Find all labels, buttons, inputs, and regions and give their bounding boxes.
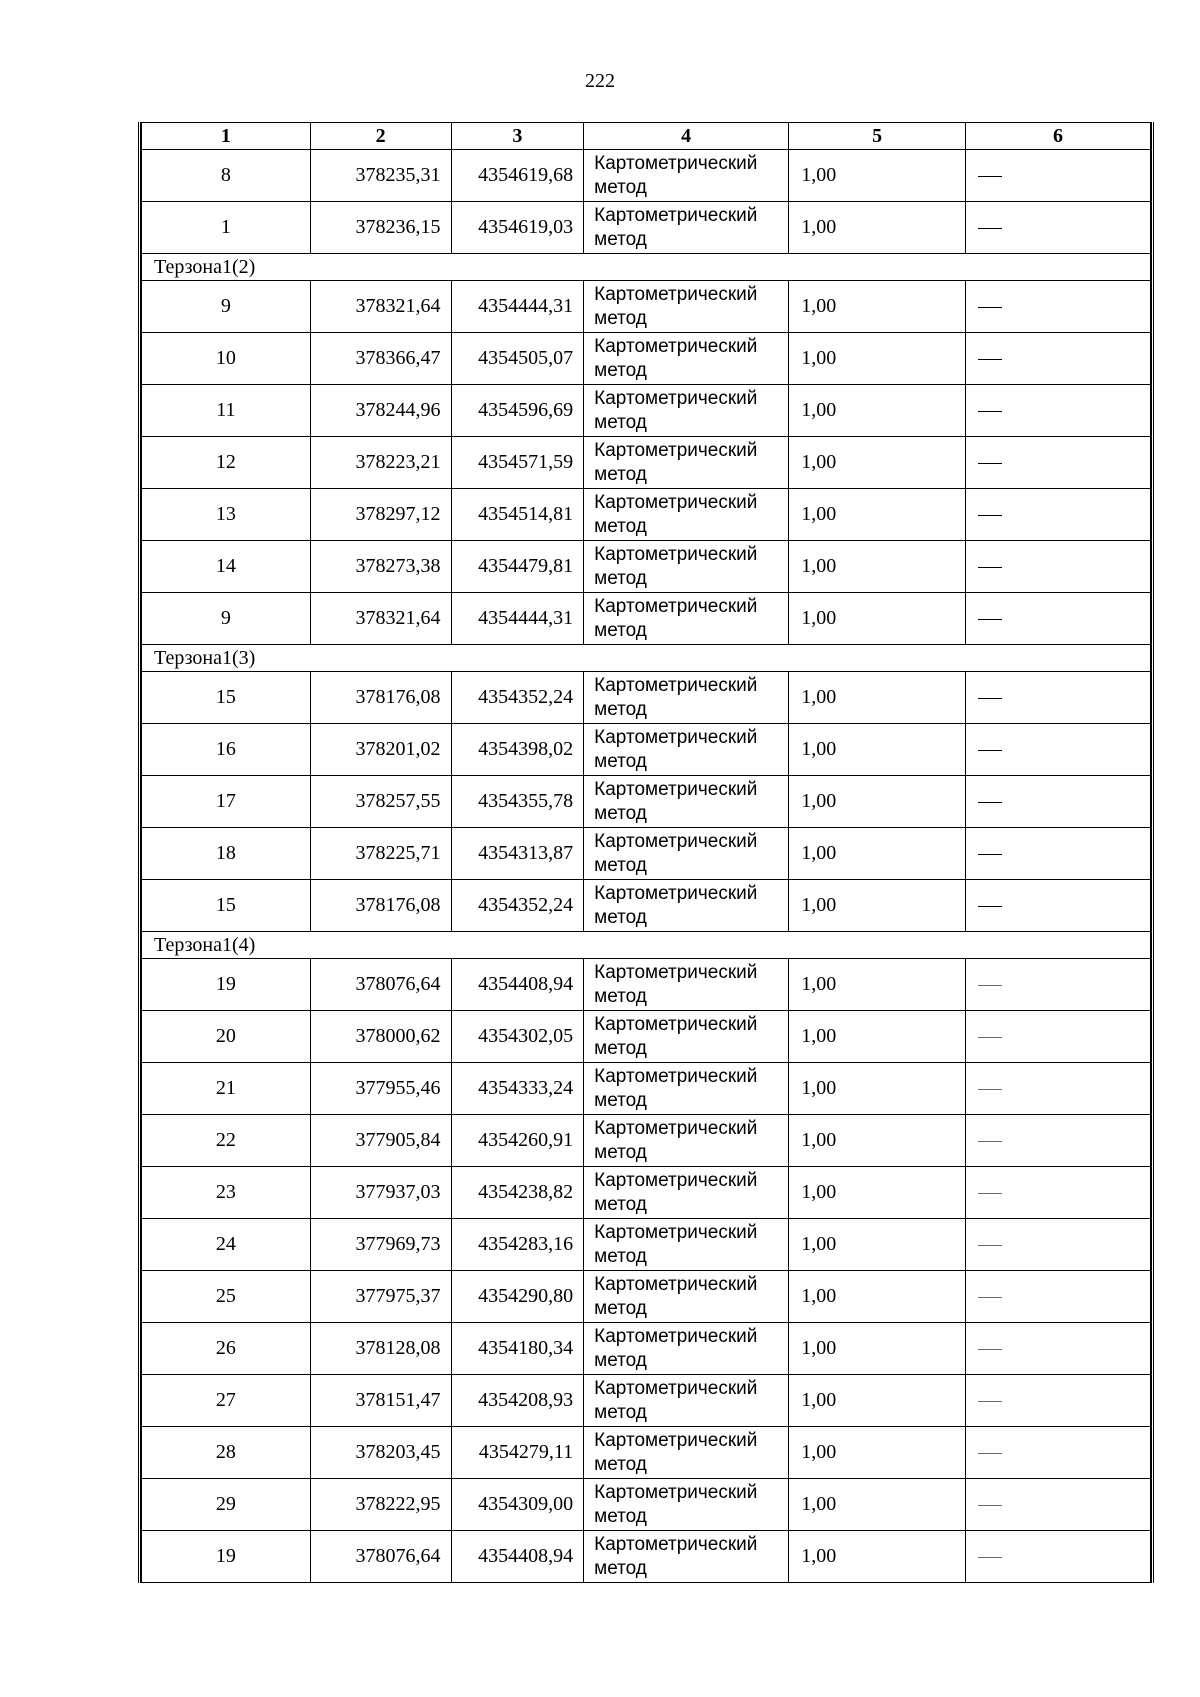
accuracy-cell: 1,00 xyxy=(789,1427,966,1479)
accuracy-cell: 1,00 xyxy=(789,1323,966,1375)
method-line-2: метод xyxy=(594,411,647,433)
zone-label: Терзона1(2) xyxy=(142,254,1151,281)
point-number-cell: 16 xyxy=(142,724,311,776)
method-line-2: метод xyxy=(594,1505,647,1527)
point-number-cell: 27 xyxy=(142,1375,311,1427)
table-row xyxy=(142,672,1151,724)
group-header-row xyxy=(142,254,1151,281)
accuracy-cell: 1,00 xyxy=(789,150,966,202)
accuracy-cell: 1,00 xyxy=(789,1115,966,1167)
method-line-2: метод xyxy=(594,1245,647,1267)
em-dash-icon xyxy=(978,1349,1002,1350)
header-col-4: 4 xyxy=(584,123,789,150)
group-header-row xyxy=(142,932,1151,959)
coordinates-table-container xyxy=(138,122,1154,1583)
table-row xyxy=(142,1063,1151,1115)
description-cell xyxy=(966,150,1151,202)
em-dash-icon xyxy=(978,854,1002,855)
description-cell xyxy=(966,1063,1151,1115)
x-coordinate-cell: 377937,03 xyxy=(310,1167,451,1219)
point-number-cell: 10 xyxy=(142,333,311,385)
method-cell xyxy=(584,1115,789,1167)
x-coordinate-cell: 378244,96 xyxy=(310,385,451,437)
y-coordinate-cell: 4354408,94 xyxy=(451,1531,584,1583)
em-dash-icon xyxy=(978,1557,1002,1558)
em-dash-icon xyxy=(978,411,1002,412)
method-line-1: Картометрический xyxy=(594,595,758,617)
table-row xyxy=(142,1479,1151,1531)
x-coordinate-cell: 378321,64 xyxy=(310,593,451,645)
description-cell xyxy=(966,385,1151,437)
method-line-1: Картометрический xyxy=(594,830,758,852)
x-coordinate-cell: 378257,55 xyxy=(310,776,451,828)
method-line-1: Картометрический xyxy=(594,882,758,904)
accuracy-cell: 1,00 xyxy=(789,541,966,593)
accuracy-cell: 1,00 xyxy=(789,202,966,254)
y-coordinate-cell: 4354283,16 xyxy=(451,1219,584,1271)
description-cell xyxy=(966,489,1151,541)
zone-label: Терзона1(4) xyxy=(142,932,1151,959)
method-cell xyxy=(584,828,789,880)
method-line-1: Картометрический xyxy=(594,152,758,174)
em-dash-icon xyxy=(978,1401,1002,1402)
table-row xyxy=(142,593,1151,645)
method-cell xyxy=(584,1167,789,1219)
point-number-cell: 11 xyxy=(142,385,311,437)
y-coordinate-cell: 4354180,34 xyxy=(451,1323,584,1375)
method-line-1: Картометрический xyxy=(594,1481,758,1503)
point-number-cell: 9 xyxy=(142,281,311,333)
table-header xyxy=(142,123,1151,150)
description-cell xyxy=(966,333,1151,385)
table-row xyxy=(142,1271,1151,1323)
accuracy-cell: 1,00 xyxy=(789,1011,966,1063)
point-number-cell: 17 xyxy=(142,776,311,828)
method-line-1: Картометрический xyxy=(594,674,758,696)
x-coordinate-cell: 378076,64 xyxy=(310,1531,451,1583)
method-cell xyxy=(584,1219,789,1271)
y-coordinate-cell: 4354309,00 xyxy=(451,1479,584,1531)
method-cell xyxy=(584,776,789,828)
method-cell xyxy=(584,1063,789,1115)
method-line-2: метод xyxy=(594,567,647,589)
method-line-1: Картометрический xyxy=(594,204,758,226)
point-number-cell: 21 xyxy=(142,1063,311,1115)
coordinates-table xyxy=(141,122,1151,1583)
table-row xyxy=(142,385,1151,437)
method-line-1: Картометрический xyxy=(594,1273,758,1295)
point-number-cell: 23 xyxy=(142,1167,311,1219)
description-cell xyxy=(966,1479,1151,1531)
description-cell xyxy=(966,776,1151,828)
method-line-1: Картометрический xyxy=(594,543,758,565)
description-cell xyxy=(966,1011,1151,1063)
method-line-2: метод xyxy=(594,1453,647,1475)
point-number-cell: 20 xyxy=(142,1011,311,1063)
point-number-cell: 14 xyxy=(142,541,311,593)
header-col-5: 5 xyxy=(789,123,966,150)
x-coordinate-cell: 378321,64 xyxy=(310,281,451,333)
description-cell xyxy=(966,437,1151,489)
method-cell xyxy=(584,1427,789,1479)
method-line-2: метод xyxy=(594,619,647,641)
y-coordinate-cell: 4354260,91 xyxy=(451,1115,584,1167)
method-line-2: метод xyxy=(594,1141,647,1163)
method-line-1: Картометрический xyxy=(594,491,758,513)
method-line-1: Картометрический xyxy=(594,439,758,461)
method-line-2: метод xyxy=(594,1557,647,1579)
x-coordinate-cell: 378000,62 xyxy=(310,1011,451,1063)
em-dash-icon xyxy=(978,463,1002,464)
x-coordinate-cell: 378176,08 xyxy=(310,880,451,932)
header-col-1: 1 xyxy=(142,123,311,150)
table-row xyxy=(142,1011,1151,1063)
em-dash-icon xyxy=(978,1505,1002,1506)
table-row xyxy=(142,1167,1151,1219)
method-line-2: метод xyxy=(594,359,647,381)
table-row xyxy=(142,1219,1151,1271)
point-number-cell: 15 xyxy=(142,880,311,932)
description-cell xyxy=(966,593,1151,645)
description-cell xyxy=(966,880,1151,932)
method-line-2: метод xyxy=(594,463,647,485)
method-cell xyxy=(584,672,789,724)
table-row xyxy=(142,776,1151,828)
x-coordinate-cell: 378203,45 xyxy=(310,1427,451,1479)
accuracy-cell: 1,00 xyxy=(789,333,966,385)
header-col-6: 6 xyxy=(966,123,1151,150)
y-coordinate-cell: 4354279,11 xyxy=(451,1427,584,1479)
y-coordinate-cell: 4354352,24 xyxy=(451,880,584,932)
point-number-cell: 12 xyxy=(142,437,311,489)
method-line-1: Картометрический xyxy=(594,283,758,305)
point-number-cell: 26 xyxy=(142,1323,311,1375)
method-line-1: Картометрический xyxy=(594,1377,758,1399)
table-row xyxy=(142,828,1151,880)
point-number-cell: 19 xyxy=(142,1531,311,1583)
table-row xyxy=(142,333,1151,385)
method-cell xyxy=(584,333,789,385)
method-line-2: метод xyxy=(594,1089,647,1111)
description-cell xyxy=(966,672,1151,724)
accuracy-cell: 1,00 xyxy=(789,385,966,437)
method-cell xyxy=(584,1479,789,1531)
description-cell xyxy=(966,1427,1151,1479)
method-line-2: метод xyxy=(594,1037,647,1059)
x-coordinate-cell: 377955,46 xyxy=(310,1063,451,1115)
em-dash-icon xyxy=(978,1297,1002,1298)
description-cell xyxy=(966,1271,1151,1323)
y-coordinate-cell: 4354619,03 xyxy=(451,202,584,254)
header-col-3: 3 xyxy=(451,123,584,150)
method-line-2: метод xyxy=(594,854,647,876)
accuracy-cell: 1,00 xyxy=(789,1479,966,1531)
em-dash-icon xyxy=(978,515,1002,516)
x-coordinate-cell: 378273,38 xyxy=(310,541,451,593)
method-line-1: Картометрический xyxy=(594,1117,758,1139)
accuracy-cell: 1,00 xyxy=(789,1219,966,1271)
y-coordinate-cell: 4354596,69 xyxy=(451,385,584,437)
description-cell xyxy=(966,1375,1151,1427)
x-coordinate-cell: 377905,84 xyxy=(310,1115,451,1167)
em-dash-icon xyxy=(978,1037,1002,1038)
table-row xyxy=(142,150,1151,202)
accuracy-cell: 1,00 xyxy=(789,1167,966,1219)
method-line-1: Картометрический xyxy=(594,1065,758,1087)
group-header-row xyxy=(142,645,1151,672)
x-coordinate-cell: 378223,21 xyxy=(310,437,451,489)
method-line-1: Картометрический xyxy=(594,1169,758,1191)
y-coordinate-cell: 4354444,31 xyxy=(451,593,584,645)
point-number-cell: 1 xyxy=(142,202,311,254)
method-line-2: метод xyxy=(594,750,647,772)
x-coordinate-cell: 378222,95 xyxy=(310,1479,451,1531)
point-number-cell: 29 xyxy=(142,1479,311,1531)
table-row xyxy=(142,1427,1151,1479)
em-dash-icon xyxy=(978,1453,1002,1454)
method-cell xyxy=(584,541,789,593)
method-line-2: метод xyxy=(594,176,647,198)
method-line-1: Картометрический xyxy=(594,1013,758,1035)
method-cell xyxy=(584,880,789,932)
point-number-cell: 18 xyxy=(142,828,311,880)
x-coordinate-cell: 378297,12 xyxy=(310,489,451,541)
em-dash-icon xyxy=(978,619,1002,620)
method-cell xyxy=(584,385,789,437)
accuracy-cell: 1,00 xyxy=(789,1375,966,1427)
method-line-2: метод xyxy=(594,228,647,250)
method-cell xyxy=(584,724,789,776)
accuracy-cell: 1,00 xyxy=(789,880,966,932)
accuracy-cell: 1,00 xyxy=(789,1271,966,1323)
table-row xyxy=(142,437,1151,489)
description-cell xyxy=(966,1323,1151,1375)
point-number-cell: 28 xyxy=(142,1427,311,1479)
accuracy-cell: 1,00 xyxy=(789,1531,966,1583)
method-line-1: Картометрический xyxy=(594,387,758,409)
y-coordinate-cell: 4354479,81 xyxy=(451,541,584,593)
method-line-2: метод xyxy=(594,1349,647,1371)
method-line-1: Картометрический xyxy=(594,335,758,357)
method-line-2: метод xyxy=(594,1297,647,1319)
method-line-2: метод xyxy=(594,1401,647,1423)
point-number-cell: 25 xyxy=(142,1271,311,1323)
y-coordinate-cell: 4354208,93 xyxy=(451,1375,584,1427)
y-coordinate-cell: 4354333,24 xyxy=(451,1063,584,1115)
method-line-1: Картометрический xyxy=(594,726,758,748)
x-coordinate-cell: 378151,47 xyxy=(310,1375,451,1427)
accuracy-cell: 1,00 xyxy=(789,437,966,489)
em-dash-icon xyxy=(978,176,1002,177)
em-dash-icon xyxy=(978,228,1002,229)
method-cell xyxy=(584,593,789,645)
accuracy-cell: 1,00 xyxy=(789,281,966,333)
accuracy-cell: 1,00 xyxy=(789,776,966,828)
description-cell xyxy=(966,1219,1151,1271)
description-cell xyxy=(966,1167,1151,1219)
accuracy-cell: 1,00 xyxy=(789,672,966,724)
x-coordinate-cell: 378235,31 xyxy=(310,150,451,202)
x-coordinate-cell: 378076,64 xyxy=(310,959,451,1011)
em-dash-icon xyxy=(978,802,1002,803)
em-dash-icon xyxy=(978,985,1002,986)
method-cell xyxy=(584,1531,789,1583)
method-line-2: метод xyxy=(594,802,647,824)
y-coordinate-cell: 4354408,94 xyxy=(451,959,584,1011)
table-row xyxy=(142,281,1151,333)
table-row xyxy=(142,880,1151,932)
method-line-1: Картометрический xyxy=(594,961,758,983)
table-row xyxy=(142,724,1151,776)
zone-label: Терзона1(3) xyxy=(142,645,1151,672)
y-coordinate-cell: 4354444,31 xyxy=(451,281,584,333)
accuracy-cell: 1,00 xyxy=(789,724,966,776)
description-cell xyxy=(966,724,1151,776)
accuracy-cell: 1,00 xyxy=(789,828,966,880)
method-cell xyxy=(584,1323,789,1375)
y-coordinate-cell: 4354505,07 xyxy=(451,333,584,385)
table-row xyxy=(142,541,1151,593)
method-line-2: метод xyxy=(594,985,647,1007)
y-coordinate-cell: 4354352,24 xyxy=(451,672,584,724)
method-cell xyxy=(584,1375,789,1427)
accuracy-cell: 1,00 xyxy=(789,1063,966,1115)
method-cell xyxy=(584,437,789,489)
em-dash-icon xyxy=(978,1089,1002,1090)
table-body xyxy=(142,150,1151,1583)
method-cell xyxy=(584,1011,789,1063)
method-cell xyxy=(584,150,789,202)
method-line-2: метод xyxy=(594,906,647,928)
x-coordinate-cell: 378176,08 xyxy=(310,672,451,724)
em-dash-icon xyxy=(978,1141,1002,1142)
y-coordinate-cell: 4354302,05 xyxy=(451,1011,584,1063)
point-number-cell: 8 xyxy=(142,150,311,202)
description-cell xyxy=(966,541,1151,593)
point-number-cell: 19 xyxy=(142,959,311,1011)
point-number-cell: 15 xyxy=(142,672,311,724)
method-line-1: Картометрический xyxy=(594,1533,758,1555)
x-coordinate-cell: 378201,02 xyxy=(310,724,451,776)
table-row xyxy=(142,489,1151,541)
y-coordinate-cell: 4354290,80 xyxy=(451,1271,584,1323)
method-cell xyxy=(584,959,789,1011)
y-coordinate-cell: 4354398,02 xyxy=(451,724,584,776)
method-cell xyxy=(584,1271,789,1323)
em-dash-icon xyxy=(978,307,1002,308)
description-cell xyxy=(966,1115,1151,1167)
header-row xyxy=(142,123,1151,150)
em-dash-icon xyxy=(978,359,1002,360)
method-line-2: метод xyxy=(594,698,647,720)
method-line-2: метод xyxy=(594,307,647,329)
y-coordinate-cell: 4354619,68 xyxy=(451,150,584,202)
point-number-cell: 9 xyxy=(142,593,311,645)
table-row xyxy=(142,1323,1151,1375)
table-row xyxy=(142,1531,1151,1583)
em-dash-icon xyxy=(978,750,1002,751)
y-coordinate-cell: 4354355,78 xyxy=(451,776,584,828)
y-coordinate-cell: 4354514,81 xyxy=(451,489,584,541)
em-dash-icon xyxy=(978,567,1002,568)
description-cell xyxy=(966,959,1151,1011)
em-dash-icon xyxy=(978,698,1002,699)
table-row xyxy=(142,1375,1151,1427)
description-cell xyxy=(966,828,1151,880)
method-cell xyxy=(584,202,789,254)
accuracy-cell: 1,00 xyxy=(789,593,966,645)
method-cell xyxy=(584,281,789,333)
x-coordinate-cell: 378128,08 xyxy=(310,1323,451,1375)
method-line-1: Картометрический xyxy=(594,778,758,800)
method-line-1: Картометрический xyxy=(594,1429,758,1451)
em-dash-icon xyxy=(978,906,1002,907)
x-coordinate-cell: 377975,37 xyxy=(310,1271,451,1323)
point-number-cell: 24 xyxy=(142,1219,311,1271)
x-coordinate-cell: 378366,47 xyxy=(310,333,451,385)
description-cell xyxy=(966,1531,1151,1583)
table-row xyxy=(142,1115,1151,1167)
em-dash-icon xyxy=(978,1245,1002,1246)
point-number-cell: 13 xyxy=(142,489,311,541)
x-coordinate-cell: 377969,73 xyxy=(310,1219,451,1271)
y-coordinate-cell: 4354238,82 xyxy=(451,1167,584,1219)
description-cell xyxy=(966,202,1151,254)
y-coordinate-cell: 4354571,59 xyxy=(451,437,584,489)
y-coordinate-cell: 4354313,87 xyxy=(451,828,584,880)
accuracy-cell: 1,00 xyxy=(789,959,966,1011)
method-line-2: метод xyxy=(594,1193,647,1215)
method-cell xyxy=(584,489,789,541)
description-cell xyxy=(966,281,1151,333)
page-number: 222 xyxy=(585,70,615,92)
x-coordinate-cell: 378225,71 xyxy=(310,828,451,880)
em-dash-icon xyxy=(978,1193,1002,1194)
table-row xyxy=(142,959,1151,1011)
accuracy-cell: 1,00 xyxy=(789,489,966,541)
method-line-2: метод xyxy=(594,515,647,537)
method-line-1: Картометрический xyxy=(594,1221,758,1243)
header-col-2: 2 xyxy=(310,123,451,150)
point-number-cell: 22 xyxy=(142,1115,311,1167)
table-row xyxy=(142,202,1151,254)
x-coordinate-cell: 378236,15 xyxy=(310,202,451,254)
method-line-1: Картометрический xyxy=(594,1325,758,1347)
